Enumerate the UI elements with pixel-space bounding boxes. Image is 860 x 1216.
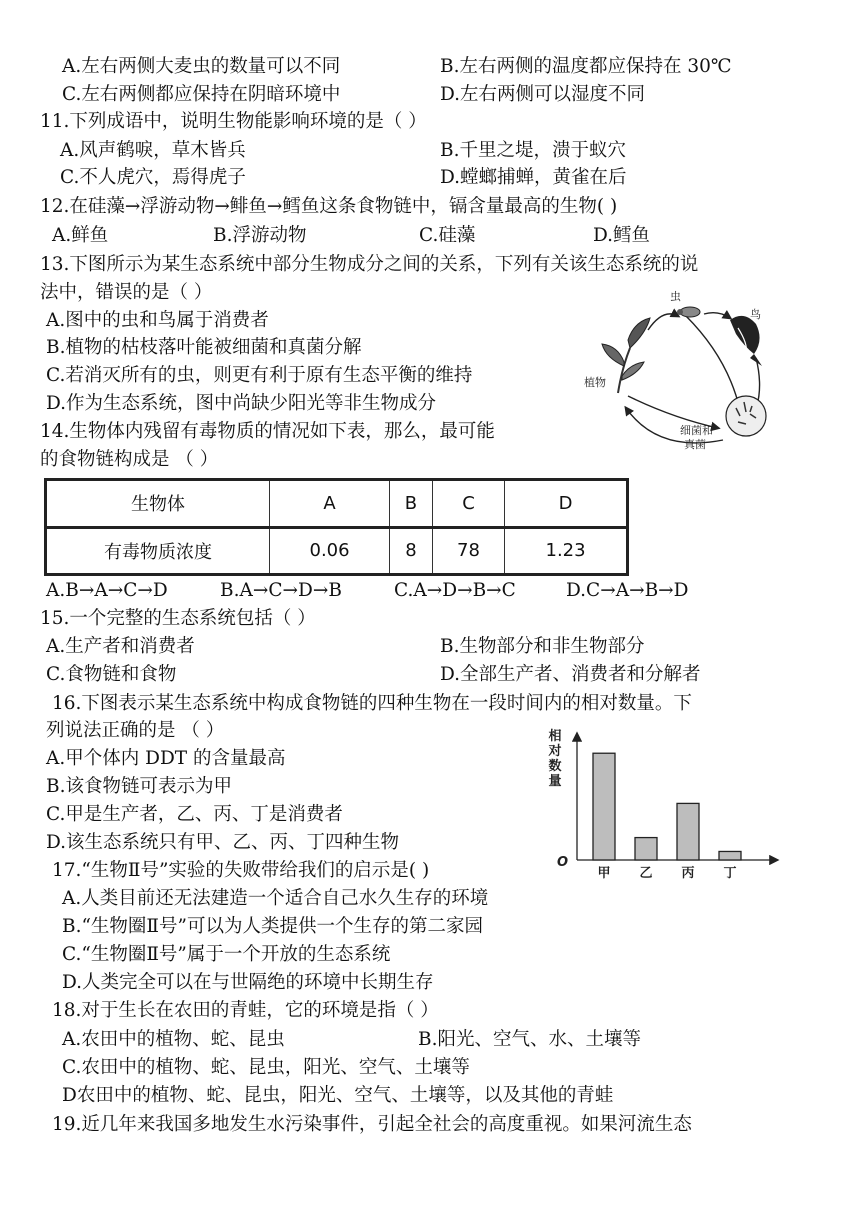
ecosystem-diagram <box>578 288 798 458</box>
decomposer-label-2: 真菌 <box>684 438 706 451</box>
q14-option-b: B.A→C→D→B <box>220 580 342 601</box>
bacteria-fungi-icon <box>726 396 766 436</box>
table-header-cell: 生物体 <box>46 480 270 528</box>
bar <box>593 753 615 860</box>
q14-stem-line1: 14.生物体内残留有毒物质的情况如下表，那么，最可能 <box>40 421 495 442</box>
q10-option-a: A.左右两侧大麦虫的数量可以不同 <box>62 56 341 77</box>
q16-option-d: D.该生态系统只有甲、乙、丙、丁四种生物 <box>46 832 400 853</box>
q16-stem-line2: 列说法正确的是 （ ） <box>46 720 225 741</box>
q19-stem: 19.近几年来我国多地发生水污染事件，引起全社会的高度重视。如果河流生态 <box>52 1114 692 1135</box>
q11-option-a: A.风声鹤唳，草木皆兵 <box>60 140 246 161</box>
q11-option-d: D.螳螂捕蝉，黄雀在后 <box>440 167 627 188</box>
table-cell: 1.23 <box>505 527 628 575</box>
table-header-row <box>46 480 628 528</box>
bar <box>677 803 699 860</box>
y-axis-label-char: 量 <box>548 774 562 789</box>
q16-option-c: C.甲是生产者，乙、丙、丁是消费者 <box>46 804 343 825</box>
table-row <box>46 527 628 575</box>
x-tick-label: 甲 <box>597 866 611 881</box>
q17-option-b: B.“生物圈Ⅱ号”可以为人类提供一个生存的第二家园 <box>62 916 483 937</box>
plant-icon <box>602 318 650 393</box>
q12-option-d: D.鳕鱼 <box>593 225 651 246</box>
table-header-cell: A <box>270 480 390 528</box>
q13-stem-line1: 13.下图所示为某生态系统中部分生物成分之间的关系，下列有关该生态系统的说 <box>40 254 699 275</box>
q18-option-b: B.阳光、空气、水、土壤等 <box>418 1029 641 1050</box>
q18-option-c: C.农田中的植物、蛇、昆虫，阳光、空气、土壤等 <box>62 1057 470 1078</box>
q18-option-d: D农田中的植物、蛇、昆虫，阳光、空气、土壤等，以及其他的青蛙 <box>62 1085 614 1106</box>
q16-option-b: B.该食物链可表示为甲 <box>46 776 232 797</box>
q14-option-a: A.B→A→C→D <box>46 580 168 601</box>
table-cell: 0.06 <box>270 527 390 575</box>
table-cell: 有毒物质浓度 <box>46 527 270 575</box>
q15-option-c: C.食物链和食物 <box>46 664 177 685</box>
bar <box>719 851 741 860</box>
q13-option-a: A.图中的虫和鸟属于消费者 <box>46 310 269 331</box>
relative-quantity-bar-chart <box>545 726 785 886</box>
q15-stem: 15.一个完整的生态系统包括（ ） <box>40 608 316 629</box>
q17-option-a: A.人类目前还无法建造一个适合自己水久生存的环境 <box>62 888 489 909</box>
decomposer-label-1: 细菌和 <box>680 424 713 437</box>
x-tick-label: 丙 <box>681 866 695 881</box>
q15-option-a: A.生产者和消费者 <box>46 636 195 657</box>
q16-stem-line1: 16.下图表示某生态系统中构成食物链的四种生物在一段时间内的相对数量。下 <box>52 693 692 714</box>
toxin-table <box>44 478 629 576</box>
q13-option-d: D.作为生态系统，图中尚缺少阳光等非生物成分 <box>46 393 437 414</box>
plant-label: 植物 <box>584 376 606 389</box>
q15-option-d: D.全部生产者、消费者和分解者 <box>440 664 701 685</box>
q11-option-c: C.不人虎穴，焉得虎子 <box>60 167 246 188</box>
table-cell: 78 <box>432 527 504 575</box>
q18-stem: 18.对于生长在农田的青蛙，它的环境是指（ ） <box>52 1000 439 1021</box>
q14-option-c: C.A→D→B→C <box>394 580 516 601</box>
bird-icon <box>730 316 762 366</box>
q17-option-d: D.人类完全可以在与世隔绝的环境中长期生存 <box>62 972 434 993</box>
table-cell: 8 <box>390 527 433 575</box>
q12-option-b: B.浮游动物 <box>213 225 307 246</box>
table-header-cell: D <box>505 480 628 528</box>
q10-option-b: B.左右两侧的温度都应保持在 30℃ <box>440 56 732 77</box>
y-axis-label-char: 数 <box>548 759 562 774</box>
y-axis-label <box>547 728 561 789</box>
table-header-cell: B <box>390 480 433 528</box>
q14-option-d: D.C→A→B→D <box>566 580 689 601</box>
q16-option-a: A.甲个体内 DDT 的含量最高 <box>46 748 286 769</box>
x-tick-label: 丁 <box>723 866 737 881</box>
origin-label: O <box>557 855 569 870</box>
bird-label: 鸟 <box>750 308 761 321</box>
q13-option-c: C.若消灭所有的虫，则更有利于原有生态平衡的维持 <box>46 365 473 386</box>
q13-stem-line2: 法中，错误的是（ ） <box>40 282 213 303</box>
q11-stem: 11.下列成语中，说明生物能影响环境的是（ ） <box>40 111 427 132</box>
q12-option-a: A.鲜鱼 <box>52 225 109 246</box>
table-header-cell: C <box>432 480 504 528</box>
bar <box>635 838 657 860</box>
q12-option-c: C.硅藻 <box>419 225 476 246</box>
q18-option-a: A.农田中的植物、蛇、昆虫 <box>62 1029 285 1050</box>
y-axis-label-char: 对 <box>548 744 562 759</box>
q14-stem-line2: 的食物链构成是 （ ） <box>40 449 219 470</box>
q15-option-b: B.生物部分和非生物部分 <box>440 636 645 657</box>
q10-option-c: C.左右两侧都应保持在阴暗环境中 <box>62 84 341 105</box>
q13-option-b: B.植物的枯枝落叶能被细菌和真菌分解 <box>46 337 362 358</box>
y-axis-label-char: 相 <box>548 729 562 744</box>
q17-option-c: C.“生物圈Ⅱ号”属于一个开放的生态系统 <box>62 944 391 965</box>
q11-option-b: B.千里之堤，溃于蚁穴 <box>440 140 626 161</box>
q10-option-d: D.左右两侧可以湿度不同 <box>440 84 646 105</box>
insect-icon <box>677 307 700 317</box>
q12-stem: 12.在硅藻→浮游动物→鲱鱼→鳕鱼这条食物链中，镉含量最高的生物( ) <box>40 196 618 217</box>
insect-label: 虫 <box>670 290 681 303</box>
q17-stem: 17.“生物Ⅱ号”实验的失败带给我们的启示是( ) <box>52 860 430 881</box>
x-tick-label: 乙 <box>639 866 653 881</box>
